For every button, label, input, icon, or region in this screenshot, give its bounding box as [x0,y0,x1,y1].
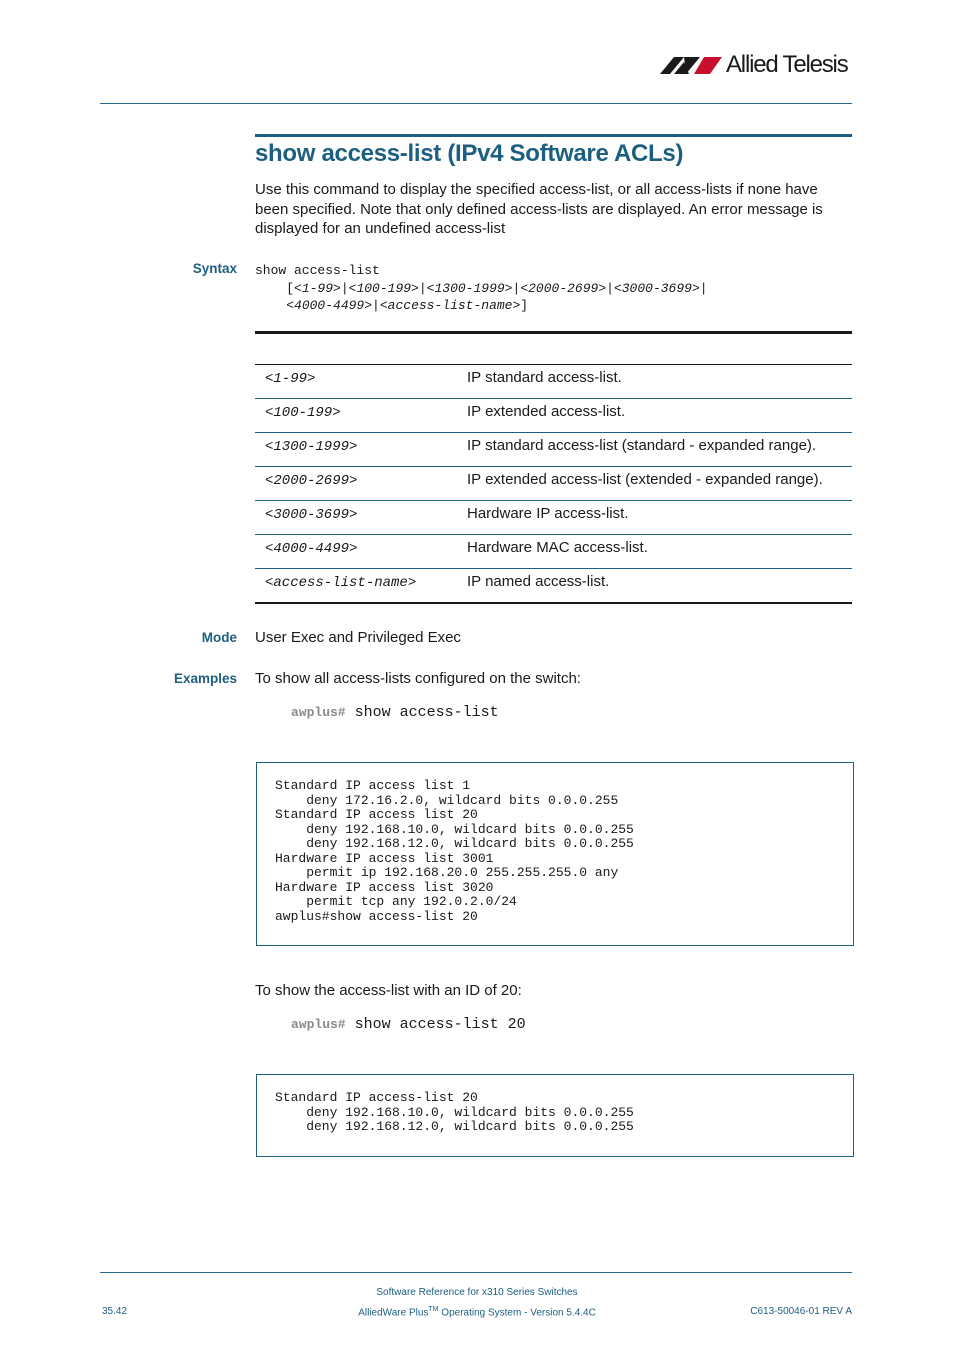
parameter-name: <4000-4499> [265,541,358,557]
parameter-description: IP extended access-list (extended - expanded range). [467,471,823,488]
example-description: To show the access-list with an ID of 20: [255,982,522,999]
example-command [291,1016,526,1033]
command-text: show access-list [354,704,499,721]
intro-paragraph: Use this command to display the specified access-list, or all access-lists if none have been specified. Note that only defined access-lists are displayed. An error message is displayed for an undefined access-list [255,181,823,237]
footer-doc-id: C613-50046-01 REV A [750,1306,852,1317]
parameter-name: <1300-1999> [265,439,358,455]
example-output: Standard IP access-list 20 deny 192.168.10.0, wildcard bits 0.0.0.255 deny 192.168.12.0, wildcard bits 0.0.0.255 [275,1090,634,1134]
parameter-description: IP extended access-list. [467,403,626,420]
syntax-option: <3000-3699> [613,280,700,296]
example-command [291,704,499,721]
parameter-description: Hardware IP access-list. [467,505,629,522]
syntax-command: show access-list [255,263,380,278]
syntax-option: <1300-1999> [426,280,513,296]
parameter-name: <100-199> [265,405,341,421]
footer-product-name: AlliedWare Plus [358,1307,429,1319]
allied-telesis-logo [660,50,856,80]
logo-mark-icon [660,50,724,80]
title-divider [255,134,852,137]
syntax-divider [255,331,852,334]
syntax-option: <4000-4499> [286,298,373,313]
parameter-description: IP standard access-list (standard - expanded range). [467,437,817,454]
parameter-row [255,399,852,433]
syntax-option: <2000-2699> [520,280,607,296]
syntax-label: Syntax [192,261,237,276]
example-output-box [256,762,854,946]
footer-trademark: TM [428,1306,439,1313]
parameter-description: IP named access-list. [467,573,610,590]
syntax-block: show access-list [<1-99>|<100-199>|<1300-1999>|<2000-2699>|<3000-3699>| <4000-4499>|<access-list-name>] [255,263,708,313]
footer-divider [100,1272,852,1273]
command-prompt: awplus# [291,1017,346,1032]
parameter-name: <2000-2699> [265,473,358,489]
footer-product-version: Operating System - Version 5.4.4C [438,1307,596,1319]
command-prompt: awplus# [291,705,346,720]
example-output: Standard IP access list 1 deny 172.16.2.0, wildcard bits 0.0.0.255 Standard IP access list 20 deny 192.168.10.0, wildcard bits 0.0.0.255 deny 192.168.12.0, wildcard bits 0.0.0.255 Hardware IP access list 3001 permit ip 192.168.20.0 255.255.255.0 any Hardware IP access list 3020 permit tcp any 192.0.2.0/24 awplus#show access-list 20 [275,778,634,924]
parameter-table [255,365,852,604]
brand-name: Allied Telesis [726,51,848,78]
footer-page-number: 35.42 [102,1306,128,1317]
header-divider [100,103,852,104]
syntax-option: <1-99> [294,280,341,296]
syntax-option: <100-199> [348,280,419,296]
parameter-row [255,467,852,501]
examples-label: Examples [173,671,237,686]
parameter-row [255,569,852,604]
parameter-description: IP standard access-list. [467,369,622,386]
example-description: To show all access-lists configured on the switch: [255,670,581,687]
section-title: show access-list (IPv4 Software ACLs) [255,140,684,167]
parameter-row [255,433,852,467]
parameter-name: <access-list-name> [265,575,417,591]
mode-text: User Exec and Privileged Exec [255,629,461,646]
parameter-row [255,535,852,569]
command-text: show access-list 20 [354,1016,526,1033]
parameter-row [255,365,852,399]
parameter-row [255,501,852,535]
example-output-box [256,1074,854,1157]
parameter-name: <3000-3699> [265,507,358,523]
parameter-description: Hardware MAC access-list. [467,539,648,556]
parameter-name: <1-99> [265,371,316,387]
syntax-option: <access-list-name> [379,298,521,313]
footer-doc-title: Software Reference for x310 Series Switches [376,1287,578,1298]
mode-label: Mode [201,630,237,645]
